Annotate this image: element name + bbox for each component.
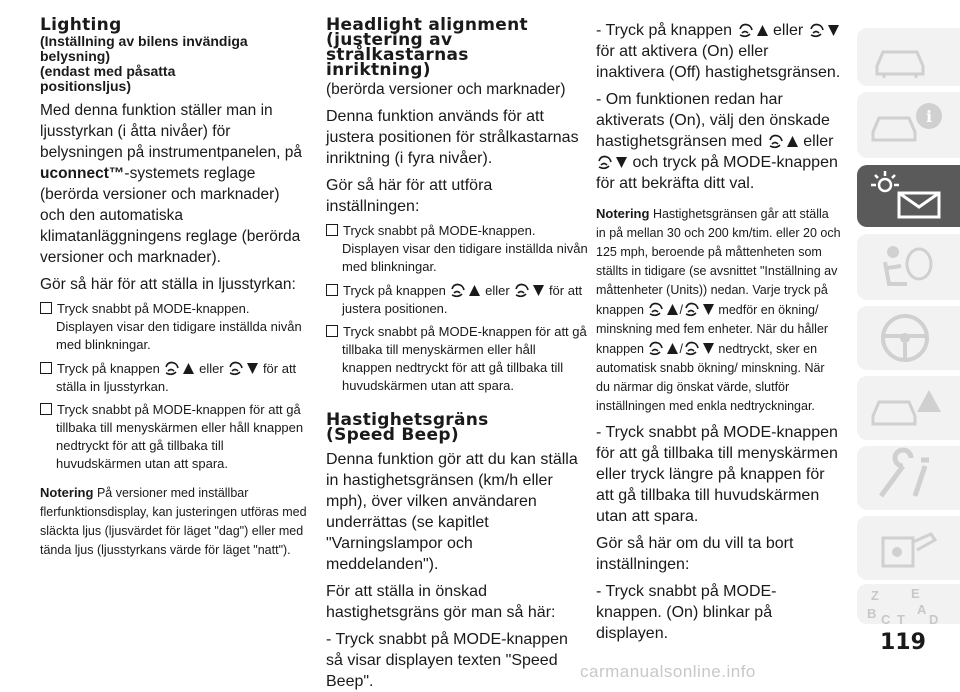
tab-oil[interactable] [857,516,960,580]
paragraph: För att ställa in önskad hastighetsgräns gör man så här: [326,583,556,621]
bullet [40,359,308,396]
text: -systemets reglage (berörda versioner och marknader) och den automatiska klimatanläggningens reglage (berörda versioner och marknader). [40,165,301,266]
bullet-text: Tryck snabbt på MODE-knappen. Displayen visar den tidigare inställda nivån med blinkningar. [56,301,302,352]
subheading-line: positionsljus) [40,78,131,94]
index-letters-icon [857,584,960,624]
knob-up-icon [737,21,769,39]
tab-index[interactable] [857,584,960,624]
paragraph [596,20,841,83]
bullet-text: Tryck på knappen [57,361,160,376]
checkbox-bullet-icon [326,224,338,236]
checkbox-bullet-icon [40,302,52,314]
index-letter: Z [871,588,879,603]
paragraph: Denna funktion gör att du kan ställa in hastighetsgränsen (km/h eller mph), över vilken användaren underrättas (se kapitlet "Varningslampor och meddelanden"). [326,451,578,573]
checkbox-bullet-icon [40,403,52,415]
heading-line: (Speed Beep) [326,425,459,445]
bullet [326,281,588,318]
knob-down-icon [227,359,259,377]
tab-car[interactable] [857,28,960,86]
index-letter: T [897,612,905,624]
tab-lights-mail[interactable] [857,165,960,227]
bullet [326,222,588,276]
knob-up-icon [449,281,481,299]
text: Med denna funktion ställer man in ljusstyrkan (i åtta nivåer) för belysningen på instrumentpanelen, på [40,102,302,161]
subheading-line: (Inställning av bilens invändiga [40,33,248,49]
note [596,204,841,416]
car-warning-icon [857,376,960,440]
knob-up-icon [647,339,679,357]
knob-up-icon [647,300,679,318]
tools-icon [857,446,960,510]
subheading-lighting [40,34,308,94]
index-letter: B [867,606,877,621]
knob-down-icon [513,281,545,299]
index-letter: A [917,602,927,617]
knob-down-icon [808,21,840,39]
heading-lighting: Lighting [40,15,122,35]
knob-up-icon [163,359,195,377]
subheading-line: (endast med påsatta [40,63,176,79]
airbag-person-icon [857,234,960,300]
paragraph: - Tryck snabbt på MODE-knappen så visar displayen texten "Speed Beep". [326,631,568,690]
knob-down-icon [683,339,715,357]
heading-line: Hastighetsgräns [326,410,489,430]
tab-steering[interactable] [857,306,960,370]
bullet [326,323,588,395]
column-headlight [326,15,588,692]
lights-mail-icon [857,165,960,227]
bullet-text: eller [199,361,224,376]
paragraph: Gör så här för att utföra inställningen: [326,177,493,215]
note-text: medför en ökning/ minskning med fem enheter. När du håller knappen [596,303,829,356]
steering-wheel-icon [857,306,960,370]
bullet-text: Tryck snabbt på MODE-knappen. Displayen visar den tidigare inställda nivån med blinkningar. [342,223,588,274]
tab-car-warning[interactable] [857,376,960,440]
bullet [40,401,308,473]
uconnect-label: uconnect™ [40,165,125,182]
note-label: Notering [40,485,94,500]
text: - Tryck på knappen [596,22,733,39]
column-speed-beep-cont [596,18,841,644]
page-number: 119 [880,630,926,655]
text: eller [772,22,804,39]
paragraph [40,100,308,268]
subheading: (berörda versioner och marknader) [326,81,566,98]
column-lighting [40,15,308,560]
checkbox-bullet-icon [326,325,338,337]
text: - Om funktionen redan har aktiverats (On), välj den önskade hastighetsgränsen med [596,91,830,150]
bullet-text: för att ställa in ljusstyrkan. [56,361,297,394]
bullet [40,300,308,354]
text: för att aktivera (On) eller inaktivera (Off) hastighetsgränsen. [596,43,841,81]
tab-car-info[interactable] [857,92,960,158]
watermark: carmanualsonline.info [580,662,756,681]
paragraph [596,89,841,194]
bullet-text: Tryck på knappen [343,283,446,298]
bullet-text: för att justera positionen. [342,283,583,316]
note-text: nedtryckt, sker en automatisk snabb ökning/ minskning. När du närmar dig önskat värde, slutför inställningen med enkla nedtryckningar. [596,342,825,413]
text: eller [803,133,834,150]
bullet-text: Tryck snabbt på MODE-knappen för att gå tillbaka till menyskärmen eller håll knappen nedtryckt för att gå tillbaka till huvudskärmen utan att spara. [56,402,304,471]
knob-up-icon [767,132,799,150]
note-label: Notering [596,206,650,221]
car-info-icon [857,92,960,158]
heading-speed-beep [326,410,588,445]
note [40,483,308,560]
index-letter: C [881,612,891,624]
text: och tryck på MODE-knappen för att bekräfta ditt val. [596,154,838,192]
paragraph: Gör så här om du vill ta bort inställningen: [596,535,794,573]
knob-down-icon [683,300,715,318]
note-text: Hastighetsgränsen går att ställa in på mellan 30 och 200 km/tim. eller 20 och 125 mph, beroende på måttenheten som ställts in tidigare (se avsnittet "Inställning av måttenheter (Units)) nedan. Varje tryck på knappen [596,207,841,317]
paragraph: - Tryck snabbt på MODE-knappen för att gå tillbaka till menyskärmen eller tryck längre på knappen för att gå tillbaka till huvudskärmen utan att spara. [596,424,838,525]
text: / [679,342,683,356]
svg-text:i: i [926,107,933,126]
checkbox-bullet-icon [40,362,52,374]
car-icon [857,28,960,86]
tab-airbag[interactable] [857,234,960,300]
index-letter: E [911,586,920,601]
oil-can-icon [857,516,960,580]
paragraph: Denna funktion används för att justera positionen för strålkastarnas inriktning (i fyra nivåer). [326,108,579,167]
heading-line: strålkastarnas [326,45,469,65]
index-letter: D [929,612,939,624]
heading-headlight-alignment [326,15,588,80]
knob-down-icon [596,153,628,171]
bullet-text: Tryck snabbt på MODE-knappen för att gå tillbaka till menyskärmen eller håll knappen nedtryckt för att gå tillbaka till huvudskärmen utan att spara. [342,324,587,393]
subheading-line: belysning) [40,48,111,64]
heading-line: Headlight alignment [326,15,528,35]
heading-line: (justering av [326,30,453,50]
heading-line: inriktning) [326,60,431,80]
text: / [679,303,683,317]
paragraph: Gör så här för att ställa in ljusstyrkan: [40,276,296,293]
paragraph: - Tryck snabbt på MODE-knappen. (On) blinkar på displayen. [596,583,777,642]
tab-tools[interactable] [857,446,960,510]
checkbox-bullet-icon [326,284,338,296]
bullet-text: eller [485,283,510,298]
note-text: På versioner med inställbar flerfunktionsdisplay, kan justeringen utföras med släckta ljus (ljusvärdet för läget "dag") eller med tända ljus (ljusstyrkans värde för läget "natt"). [40,486,307,557]
